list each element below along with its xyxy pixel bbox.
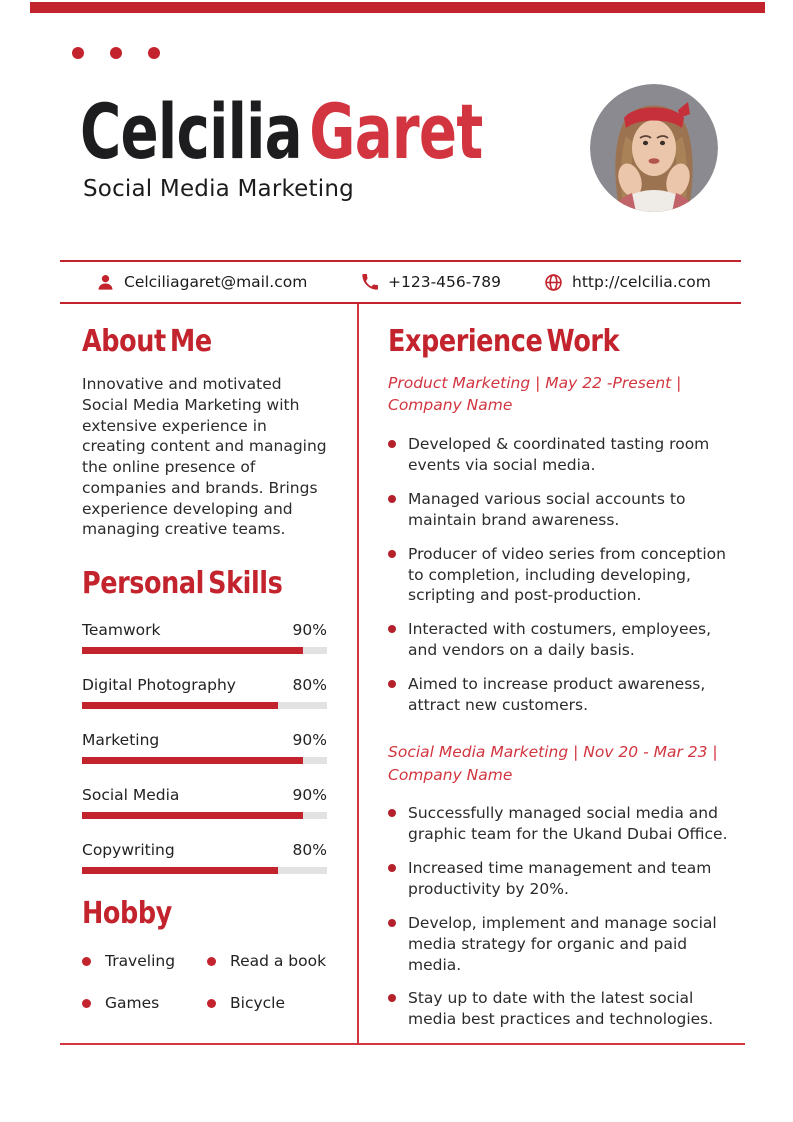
bullet-icon	[388, 440, 396, 448]
skill-bar-track	[82, 702, 327, 709]
bullet-icon	[388, 495, 396, 503]
job-bullet-text: Developed & coordinated tasting room events via social media.	[408, 434, 710, 474]
skills-list	[82, 621, 327, 874]
first-name: Celcilia	[80, 87, 302, 176]
bullet-icon	[207, 957, 216, 966]
skill-bar-fill	[82, 812, 303, 819]
right-column	[388, 325, 745, 1043]
skill-bar-fill	[82, 702, 278, 709]
skill-label: Social Media	[82, 786, 180, 805]
phone-icon	[361, 273, 379, 291]
job-heading	[388, 741, 745, 786]
dot-icon	[72, 47, 84, 59]
job-bullet-item	[388, 803, 745, 845]
hobby-item	[207, 952, 327, 970]
job-entry	[388, 372, 745, 716]
skill-head	[82, 841, 327, 859]
skill-bar-fill	[82, 867, 278, 874]
profile-photo-illustration	[590, 84, 718, 212]
job-bullet-list	[388, 434, 745, 716]
skill-row	[82, 786, 327, 819]
job-company: Company Name	[388, 396, 513, 415]
about-me-text: Innovative and motivated Social Media Marketing with extensive experience in creating content and managing the online presence of companies and brands. Brings experience developing and managing creative teams.	[82, 375, 327, 539]
skill-head	[82, 731, 327, 749]
skill-bar-fill	[82, 647, 303, 654]
contact-bar	[60, 260, 741, 304]
skill-percent: 90%	[292, 786, 327, 805]
skill-bar-track	[82, 867, 327, 874]
decorative-dots	[72, 47, 160, 59]
job-company: Company Name	[388, 765, 513, 784]
job-bullet-item	[388, 619, 745, 661]
globe-icon	[544, 273, 563, 292]
job-bullet-item	[388, 434, 745, 476]
email-text: Celciliagaret@mail.com	[124, 273, 308, 291]
bullet-icon	[388, 919, 396, 927]
hobby-label: Traveling	[105, 952, 176, 971]
skill-row	[82, 841, 327, 874]
hobby-list	[82, 952, 327, 1012]
job-entry	[388, 741, 745, 1030]
skill-label: Marketing	[82, 731, 160, 750]
skill-label: Copywriting	[82, 841, 175, 860]
job-bullet-text: Producer of video series from conception to completion, including developing, scripting and post-production.	[408, 544, 726, 605]
contact-website	[544, 262, 711, 302]
skill-percent: 90%	[292, 621, 327, 640]
bullet-icon	[82, 957, 91, 966]
bullet-icon	[388, 809, 396, 817]
left-column	[82, 325, 327, 1012]
job-heading	[388, 372, 745, 417]
job-bullet-text: Increased time management and team productivity by 20%.	[408, 858, 712, 898]
skill-row	[82, 676, 327, 709]
job-title: Social Media Marketing	[83, 176, 354, 202]
job-bullet-item	[388, 913, 745, 976]
skill-percent: 80%	[292, 676, 327, 695]
job-bullet-text: Managed various social accounts to maintain brand awareness.	[408, 489, 686, 529]
hobby-label: Bicycle	[230, 994, 285, 1013]
bullet-icon	[388, 625, 396, 633]
bullet-icon	[207, 999, 216, 1008]
job-bullet-list	[388, 803, 745, 1030]
job-title-dates: Social Media Marketing | Nov 20 - Mar 23 |	[388, 743, 718, 762]
skill-row	[82, 731, 327, 764]
skill-bar-track	[82, 757, 327, 764]
skill-percent: 80%	[292, 841, 327, 860]
skill-bar-fill	[82, 757, 303, 764]
hobby-item	[82, 952, 207, 970]
contact-phone	[361, 262, 501, 302]
job-bullet-item	[388, 489, 745, 531]
person-name	[80, 87, 483, 176]
job-bullet-text: Aimed to increase product awareness, attract new customers.	[408, 675, 706, 715]
job-bullet-item	[388, 988, 745, 1030]
bullet-icon	[388, 994, 396, 1002]
person-icon	[96, 273, 115, 292]
skill-head	[82, 786, 327, 804]
skill-label: Teamwork	[82, 621, 161, 640]
personal-skills-title: Personal Skills	[82, 566, 283, 602]
skill-row	[82, 621, 327, 654]
website-text: http://celcilia.com	[572, 273, 711, 291]
job-bullet-text: Stay up to date with the latest social media best practices and technologies.	[408, 989, 714, 1029]
job-title-dates: Product Marketing | May 22 -Present |	[388, 374, 682, 392]
phone-text: +123-456-789	[388, 273, 501, 291]
bullet-icon	[388, 864, 396, 872]
last-name: Garet	[309, 87, 483, 176]
about-me-title: About Me	[82, 324, 212, 359]
hobby-label: Games	[105, 994, 160, 1013]
job-bullet-item	[388, 544, 745, 607]
skill-label: Digital Photography	[82, 676, 236, 695]
skill-head	[82, 676, 327, 694]
bullet-icon	[388, 680, 396, 688]
jobs-container	[388, 372, 745, 1030]
bullet-icon	[388, 550, 396, 558]
dot-icon	[148, 47, 160, 59]
hobby-label: Read a book	[230, 952, 327, 971]
hobby-item	[82, 994, 207, 1012]
skill-bar-track	[82, 647, 327, 654]
job-bullet-text: Develop, implement and manage social media strategy for organic and paid media.	[408, 913, 717, 974]
dot-icon	[110, 47, 122, 59]
hobby-item	[207, 994, 327, 1012]
job-bullet-text: Successfully managed social media and graphic team for the Ukand Dubai Office.	[408, 804, 728, 843]
bullet-icon	[82, 999, 91, 1008]
profile-photo	[590, 84, 718, 212]
skill-bar-track	[82, 812, 327, 819]
job-bullet-text: Interacted with costumers, employees, and vendors on a daily basis.	[408, 620, 712, 660]
top-accent-bar	[30, 2, 765, 13]
hobby-title: Hobby	[82, 896, 172, 932]
contact-email	[96, 262, 307, 302]
job-bullet-item	[388, 858, 745, 900]
skill-percent: 90%	[292, 731, 327, 750]
skill-head	[82, 621, 327, 639]
experience-title: Experience Work	[388, 324, 620, 359]
job-bullet-item	[388, 674, 745, 716]
column-divider	[357, 304, 359, 1043]
